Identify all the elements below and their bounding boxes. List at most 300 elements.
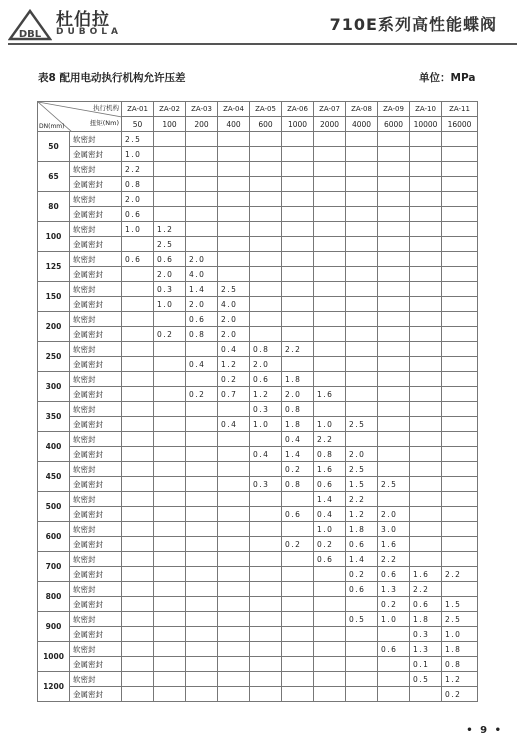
pressure-value-cell <box>442 312 478 327</box>
pressure-value-cell <box>410 507 442 522</box>
pressure-value-cell <box>282 222 314 237</box>
pressure-value-cell <box>154 462 186 477</box>
pressure-value-cell <box>218 477 250 492</box>
pressure-value-cell <box>282 237 314 252</box>
seal-type-soft: 软密封 <box>70 462 122 477</box>
pressure-value-cell <box>122 357 154 372</box>
seal-type-metal: 金属密封 <box>70 387 122 402</box>
table-row <box>38 372 478 387</box>
pressure-value-cell: 1.8 <box>410 612 442 627</box>
pressure-value-cell <box>378 387 410 402</box>
dn-size-cell: 600 <box>38 522 70 552</box>
pressure-value-cell: 2.5 <box>218 282 250 297</box>
seal-type-metal: 金属密封 <box>70 597 122 612</box>
pressure-value-cell <box>154 672 186 687</box>
table-row <box>38 267 478 282</box>
table-row <box>38 222 478 237</box>
pressure-value-cell <box>314 147 346 162</box>
torque-header: 600 <box>250 117 282 132</box>
brand-name-cn: 杜伯拉 <box>56 10 110 30</box>
table-row <box>38 312 478 327</box>
pressure-value-cell: 1.3 <box>378 582 410 597</box>
pressure-value-cell <box>410 372 442 387</box>
pressure-value-cell <box>282 657 314 672</box>
pressure-value-cell <box>378 222 410 237</box>
pressure-value-cell: 0.4 <box>218 342 250 357</box>
pressure-value-cell <box>282 297 314 312</box>
pressure-value-cell <box>154 642 186 657</box>
table-row <box>38 642 478 657</box>
pressure-value-cell <box>122 657 154 672</box>
pressure-value-cell <box>282 267 314 282</box>
pressure-value-cell <box>154 372 186 387</box>
pressure-value-cell <box>154 687 186 702</box>
pressure-value-cell: 0.8 <box>282 402 314 417</box>
pressure-value-cell <box>442 492 478 507</box>
pressure-value-cell <box>314 177 346 192</box>
table-row <box>38 597 478 612</box>
pressure-value-cell <box>122 237 154 252</box>
pressure-value-cell <box>218 162 250 177</box>
pressure-value-cell <box>442 507 478 522</box>
pressure-value-cell <box>314 162 346 177</box>
pressure-value-cell <box>378 177 410 192</box>
pressure-value-cell <box>122 432 154 447</box>
pressure-value-cell <box>186 507 218 522</box>
dn-size-cell: 300 <box>38 372 70 402</box>
pressure-value-cell: 2.5 <box>378 477 410 492</box>
pressure-value-cell <box>186 207 218 222</box>
pressure-value-cell: 2.0 <box>378 507 410 522</box>
actuator-model-header: ZA-07 <box>314 102 346 117</box>
pressure-value-cell <box>154 522 186 537</box>
pressure-value-cell <box>314 627 346 642</box>
pressure-value-cell <box>442 372 478 387</box>
pressure-value-cell: 1.0 <box>314 417 346 432</box>
pressure-value-cell: 0.7 <box>218 387 250 402</box>
pressure-value-cell <box>250 492 282 507</box>
pressure-value-cell: 1.4 <box>282 447 314 462</box>
pressure-value-cell: 0.6 <box>122 207 154 222</box>
pressure-value-cell <box>314 342 346 357</box>
pressure-value-cell: 0.4 <box>218 417 250 432</box>
pressure-value-cell <box>154 417 186 432</box>
pressure-value-cell <box>378 687 410 702</box>
pressure-value-cell: 2.2 <box>346 492 378 507</box>
seal-type-metal: 金属密封 <box>70 567 122 582</box>
pressure-value-cell <box>314 612 346 627</box>
pressure-value-cell: 0.2 <box>282 537 314 552</box>
pressure-value-cell <box>218 582 250 597</box>
pressure-value-cell <box>218 432 250 447</box>
pressure-value-cell <box>122 312 154 327</box>
pressure-value-cell: 0.2 <box>282 462 314 477</box>
pressure-value-cell <box>410 537 442 552</box>
pressure-value-cell <box>346 672 378 687</box>
dn-size-cell: 500 <box>38 492 70 522</box>
pressure-value-cell <box>410 552 442 567</box>
pressure-value-cell <box>378 282 410 297</box>
pressure-value-cell <box>378 462 410 477</box>
seal-type-metal: 金属密封 <box>70 687 122 702</box>
pressure-value-cell <box>186 672 218 687</box>
pressure-value-cell <box>314 402 346 417</box>
pressure-value-cell <box>442 522 478 537</box>
pressure-value-cell <box>314 597 346 612</box>
pressure-value-cell <box>314 372 346 387</box>
table-row <box>38 387 478 402</box>
pressure-value-cell <box>346 432 378 447</box>
pressure-value-cell <box>442 132 478 147</box>
pressure-value-cell: 0.8 <box>314 447 346 462</box>
torque-header: 16000 <box>442 117 478 132</box>
pressure-value-cell <box>378 627 410 642</box>
pressure-value-cell: 0.5 <box>410 672 442 687</box>
pressure-value-cell: 0.8 <box>122 177 154 192</box>
pressure-value-cell <box>282 312 314 327</box>
pressure-value-cell: 2.0 <box>250 357 282 372</box>
pressure-value-cell <box>218 597 250 612</box>
pressure-value-cell <box>122 612 154 627</box>
pressure-value-cell <box>218 657 250 672</box>
pressure-value-cell <box>250 297 282 312</box>
dn-size-cell: 900 <box>38 612 70 642</box>
pressure-value-cell <box>250 207 282 222</box>
pressure-value-cell: 1.8 <box>282 372 314 387</box>
pressure-value-cell <box>122 267 154 282</box>
pressure-value-cell <box>346 222 378 237</box>
dn-size-cell: 1000 <box>38 642 70 672</box>
pressure-value-cell: 0.5 <box>346 612 378 627</box>
dn-size-cell: 350 <box>38 402 70 432</box>
seal-type-metal: 金属密封 <box>70 447 122 462</box>
pressure-value-cell <box>346 282 378 297</box>
pressure-value-cell <box>122 447 154 462</box>
dn-size-cell: 1200 <box>38 672 70 702</box>
pressure-value-cell <box>346 177 378 192</box>
pressure-value-cell <box>410 522 442 537</box>
pressure-value-cell <box>186 597 218 612</box>
pressure-value-cell <box>218 237 250 252</box>
pressure-value-cell <box>378 252 410 267</box>
seal-type-soft: 软密封 <box>70 252 122 267</box>
pressure-value-cell <box>410 387 442 402</box>
table-row <box>38 687 478 702</box>
pressure-value-cell: 1.4 <box>314 492 346 507</box>
pressure-value-cell <box>378 672 410 687</box>
pressure-value-cell <box>250 642 282 657</box>
pressure-value-cell <box>378 327 410 342</box>
pressure-value-cell: 0.4 <box>186 357 218 372</box>
pressure-value-cell <box>410 162 442 177</box>
pressure-value-cell: 0.2 <box>314 537 346 552</box>
pressure-value-cell: 1.2 <box>154 222 186 237</box>
pressure-value-cell <box>346 237 378 252</box>
pressure-value-cell <box>346 297 378 312</box>
pressure-value-cell <box>218 552 250 567</box>
pressure-value-cell <box>250 582 282 597</box>
pressure-value-cell <box>250 282 282 297</box>
pressure-value-cell: 2.5 <box>442 612 478 627</box>
torque-header: 50 <box>122 117 154 132</box>
pressure-value-cell <box>410 267 442 282</box>
pressure-value-cell: 0.2 <box>218 372 250 387</box>
torque-header: 400 <box>218 117 250 132</box>
pressure-value-cell <box>250 327 282 342</box>
pressure-value-cell <box>442 327 478 342</box>
pressure-value-cell <box>410 207 442 222</box>
pressure-value-cell <box>442 402 478 417</box>
pressure-value-cell: 1.0 <box>378 612 410 627</box>
pressure-value-cell <box>378 162 410 177</box>
seal-type-soft: 软密封 <box>70 492 122 507</box>
pressure-value-cell: 1.8 <box>442 642 478 657</box>
seal-type-soft: 软密封 <box>70 522 122 537</box>
pressure-value-cell <box>122 642 154 657</box>
pressure-value-cell <box>186 342 218 357</box>
pressure-value-cell <box>186 642 218 657</box>
pressure-value-cell: 0.8 <box>186 327 218 342</box>
pressure-value-cell <box>154 537 186 552</box>
pressure-value-cell <box>410 417 442 432</box>
seal-type-metal: 金属密封 <box>70 177 122 192</box>
pressure-value-cell <box>442 582 478 597</box>
pressure-value-cell <box>250 162 282 177</box>
pressure-value-cell <box>250 252 282 267</box>
pressure-value-cell: 0.3 <box>154 282 186 297</box>
pressure-value-cell <box>154 207 186 222</box>
pressure-value-cell <box>122 417 154 432</box>
pressure-value-cell <box>218 492 250 507</box>
dn-size-cell: 100 <box>38 222 70 252</box>
dn-size-cell: 800 <box>38 582 70 612</box>
table-row <box>38 507 478 522</box>
pressure-value-cell <box>154 162 186 177</box>
pressure-value-cell: 0.4 <box>314 507 346 522</box>
pressure-value-cell <box>154 492 186 507</box>
table-row <box>38 192 478 207</box>
pressure-value-cell <box>250 312 282 327</box>
pressure-value-cell <box>250 567 282 582</box>
seal-type-metal: 金属密封 <box>70 237 122 252</box>
pressure-value-cell <box>282 162 314 177</box>
actuator-model-header: ZA-03 <box>186 102 218 117</box>
pressure-value-cell: 0.6 <box>378 567 410 582</box>
pressure-value-cell <box>282 627 314 642</box>
table-row <box>38 282 478 297</box>
pressure-value-cell: 2.2 <box>314 432 346 447</box>
table-row <box>38 492 478 507</box>
page-header <box>0 0 517 48</box>
pressure-value-cell: 1.6 <box>378 537 410 552</box>
seal-type-soft: 软密封 <box>70 552 122 567</box>
pressure-value-cell <box>314 582 346 597</box>
pressure-value-cell <box>314 357 346 372</box>
pressure-value-cell <box>122 462 154 477</box>
pressure-value-cell <box>186 492 218 507</box>
pressure-value-cell <box>410 402 442 417</box>
pressure-value-cell <box>410 327 442 342</box>
pressure-value-cell: 0.4 <box>282 432 314 447</box>
pressure-value-cell <box>282 567 314 582</box>
pressure-value-cell: 2.5 <box>122 132 154 147</box>
torque-header: 100 <box>154 117 186 132</box>
pressure-value-cell <box>218 222 250 237</box>
seal-type-soft: 软密封 <box>70 402 122 417</box>
pressure-value-cell <box>186 177 218 192</box>
pressure-value-cell <box>122 282 154 297</box>
pressure-value-cell: 1.2 <box>442 672 478 687</box>
pressure-value-cell <box>250 237 282 252</box>
pressure-value-cell <box>186 657 218 672</box>
pressure-value-cell <box>346 207 378 222</box>
torque-header: 6000 <box>378 117 410 132</box>
pressure-value-cell: 2.0 <box>154 267 186 282</box>
seal-type-soft: 软密封 <box>70 672 122 687</box>
pressure-value-cell <box>186 417 218 432</box>
pressure-value-cell: 0.8 <box>250 342 282 357</box>
pressure-value-cell <box>346 372 378 387</box>
pressure-value-cell <box>218 447 250 462</box>
pressure-value-cell <box>218 672 250 687</box>
pressure-value-cell <box>346 267 378 282</box>
table-row <box>38 627 478 642</box>
pressure-value-cell <box>442 192 478 207</box>
table-row <box>38 132 478 147</box>
table-caption: 表8 配用电动执行机构允许压差 <box>38 72 186 84</box>
seal-type-metal: 金属密封 <box>70 147 122 162</box>
pressure-value-cell: 0.6 <box>282 507 314 522</box>
table-row <box>38 447 478 462</box>
pressure-value-cell: 0.6 <box>346 582 378 597</box>
pressure-value-cell <box>186 447 218 462</box>
pressure-value-cell <box>250 432 282 447</box>
pressure-value-cell <box>410 177 442 192</box>
pressure-value-cell <box>346 132 378 147</box>
pressure-value-cell <box>378 417 410 432</box>
pressure-value-cell <box>442 297 478 312</box>
pressure-value-cell: 1.0 <box>250 417 282 432</box>
table-row <box>38 177 478 192</box>
pressure-value-cell: 2.5 <box>346 462 378 477</box>
pressure-value-cell <box>186 432 218 447</box>
pressure-value-cell: 1.6 <box>410 567 442 582</box>
pressure-value-cell <box>346 357 378 372</box>
pressure-value-cell: 2.0 <box>346 447 378 462</box>
corner-actuator-label: 执行机构 <box>93 104 119 112</box>
pressure-value-cell <box>250 267 282 282</box>
torque-header: 4000 <box>346 117 378 132</box>
pressure-value-cell <box>186 222 218 237</box>
pressure-value-cell <box>346 687 378 702</box>
pressure-value-cell <box>410 357 442 372</box>
pressure-value-cell <box>154 357 186 372</box>
pressure-value-cell <box>186 552 218 567</box>
table-row <box>38 147 478 162</box>
pressure-value-cell <box>282 597 314 612</box>
seal-type-metal: 金属密封 <box>70 507 122 522</box>
pressure-value-cell <box>314 237 346 252</box>
pressure-value-cell <box>442 237 478 252</box>
table-row <box>38 297 478 312</box>
pressure-value-cell <box>218 192 250 207</box>
pressure-value-cell <box>250 597 282 612</box>
dn-size-cell: 700 <box>38 552 70 582</box>
pressure-value-cell <box>250 627 282 642</box>
seal-type-metal: 金属密封 <box>70 297 122 312</box>
actuator-model-header: ZA-11 <box>442 102 478 117</box>
pressure-value-cell: 3.0 <box>378 522 410 537</box>
allowable-pressure-table <box>37 101 478 702</box>
pressure-value-cell: 0.2 <box>346 567 378 582</box>
seal-type-soft: 软密封 <box>70 312 122 327</box>
pressure-value-cell <box>442 417 478 432</box>
pressure-value-cell <box>346 402 378 417</box>
pressure-value-cell <box>122 567 154 582</box>
pressure-value-cell <box>250 612 282 627</box>
pressure-value-cell: 1.0 <box>442 627 478 642</box>
pressure-value-cell: 2.5 <box>154 237 186 252</box>
pressure-value-cell <box>314 297 346 312</box>
pressure-value-cell: 1.0 <box>154 297 186 312</box>
pressure-value-cell <box>218 567 250 582</box>
pressure-value-cell <box>250 222 282 237</box>
pressure-value-cell <box>186 372 218 387</box>
pressure-value-cell <box>346 342 378 357</box>
pressure-value-cell <box>442 357 478 372</box>
pressure-value-cell: 4.0 <box>218 297 250 312</box>
pressure-value-cell <box>314 222 346 237</box>
pressure-value-cell <box>154 402 186 417</box>
pressure-value-cell <box>122 597 154 612</box>
pressure-value-cell: 1.0 <box>314 522 346 537</box>
table-row <box>38 162 478 177</box>
corner-torque-label: 扭矩(Nm) <box>89 119 119 127</box>
dn-size-cell: 400 <box>38 432 70 462</box>
pressure-value-cell <box>218 507 250 522</box>
pressure-value-cell <box>218 642 250 657</box>
pressure-value-cell <box>410 147 442 162</box>
pressure-value-cell: 2.2 <box>410 582 442 597</box>
table-row <box>38 207 478 222</box>
pressure-value-cell <box>314 282 346 297</box>
pressure-value-cell <box>346 327 378 342</box>
torque-header: 10000 <box>410 117 442 132</box>
pressure-value-cell <box>410 297 442 312</box>
pressure-value-cell <box>250 192 282 207</box>
pressure-value-cell <box>314 192 346 207</box>
pressure-value-cell <box>186 522 218 537</box>
svg-text:DBL: DBL <box>18 29 42 40</box>
pressure-value-cell <box>154 567 186 582</box>
pressure-value-cell <box>282 522 314 537</box>
pressure-value-cell <box>442 537 478 552</box>
pressure-value-cell <box>122 627 154 642</box>
pressure-value-cell <box>250 132 282 147</box>
seal-type-soft: 软密封 <box>70 222 122 237</box>
pressure-value-cell <box>186 582 218 597</box>
table-row <box>38 672 478 687</box>
pressure-value-cell <box>122 552 154 567</box>
pressure-value-cell <box>410 492 442 507</box>
pressure-value-cell <box>218 177 250 192</box>
pressure-value-cell <box>442 162 478 177</box>
seal-type-metal: 金属密封 <box>70 417 122 432</box>
pressure-value-cell <box>218 537 250 552</box>
pressure-value-cell <box>122 297 154 312</box>
pressure-value-cell <box>154 447 186 462</box>
pressure-value-cell <box>346 312 378 327</box>
